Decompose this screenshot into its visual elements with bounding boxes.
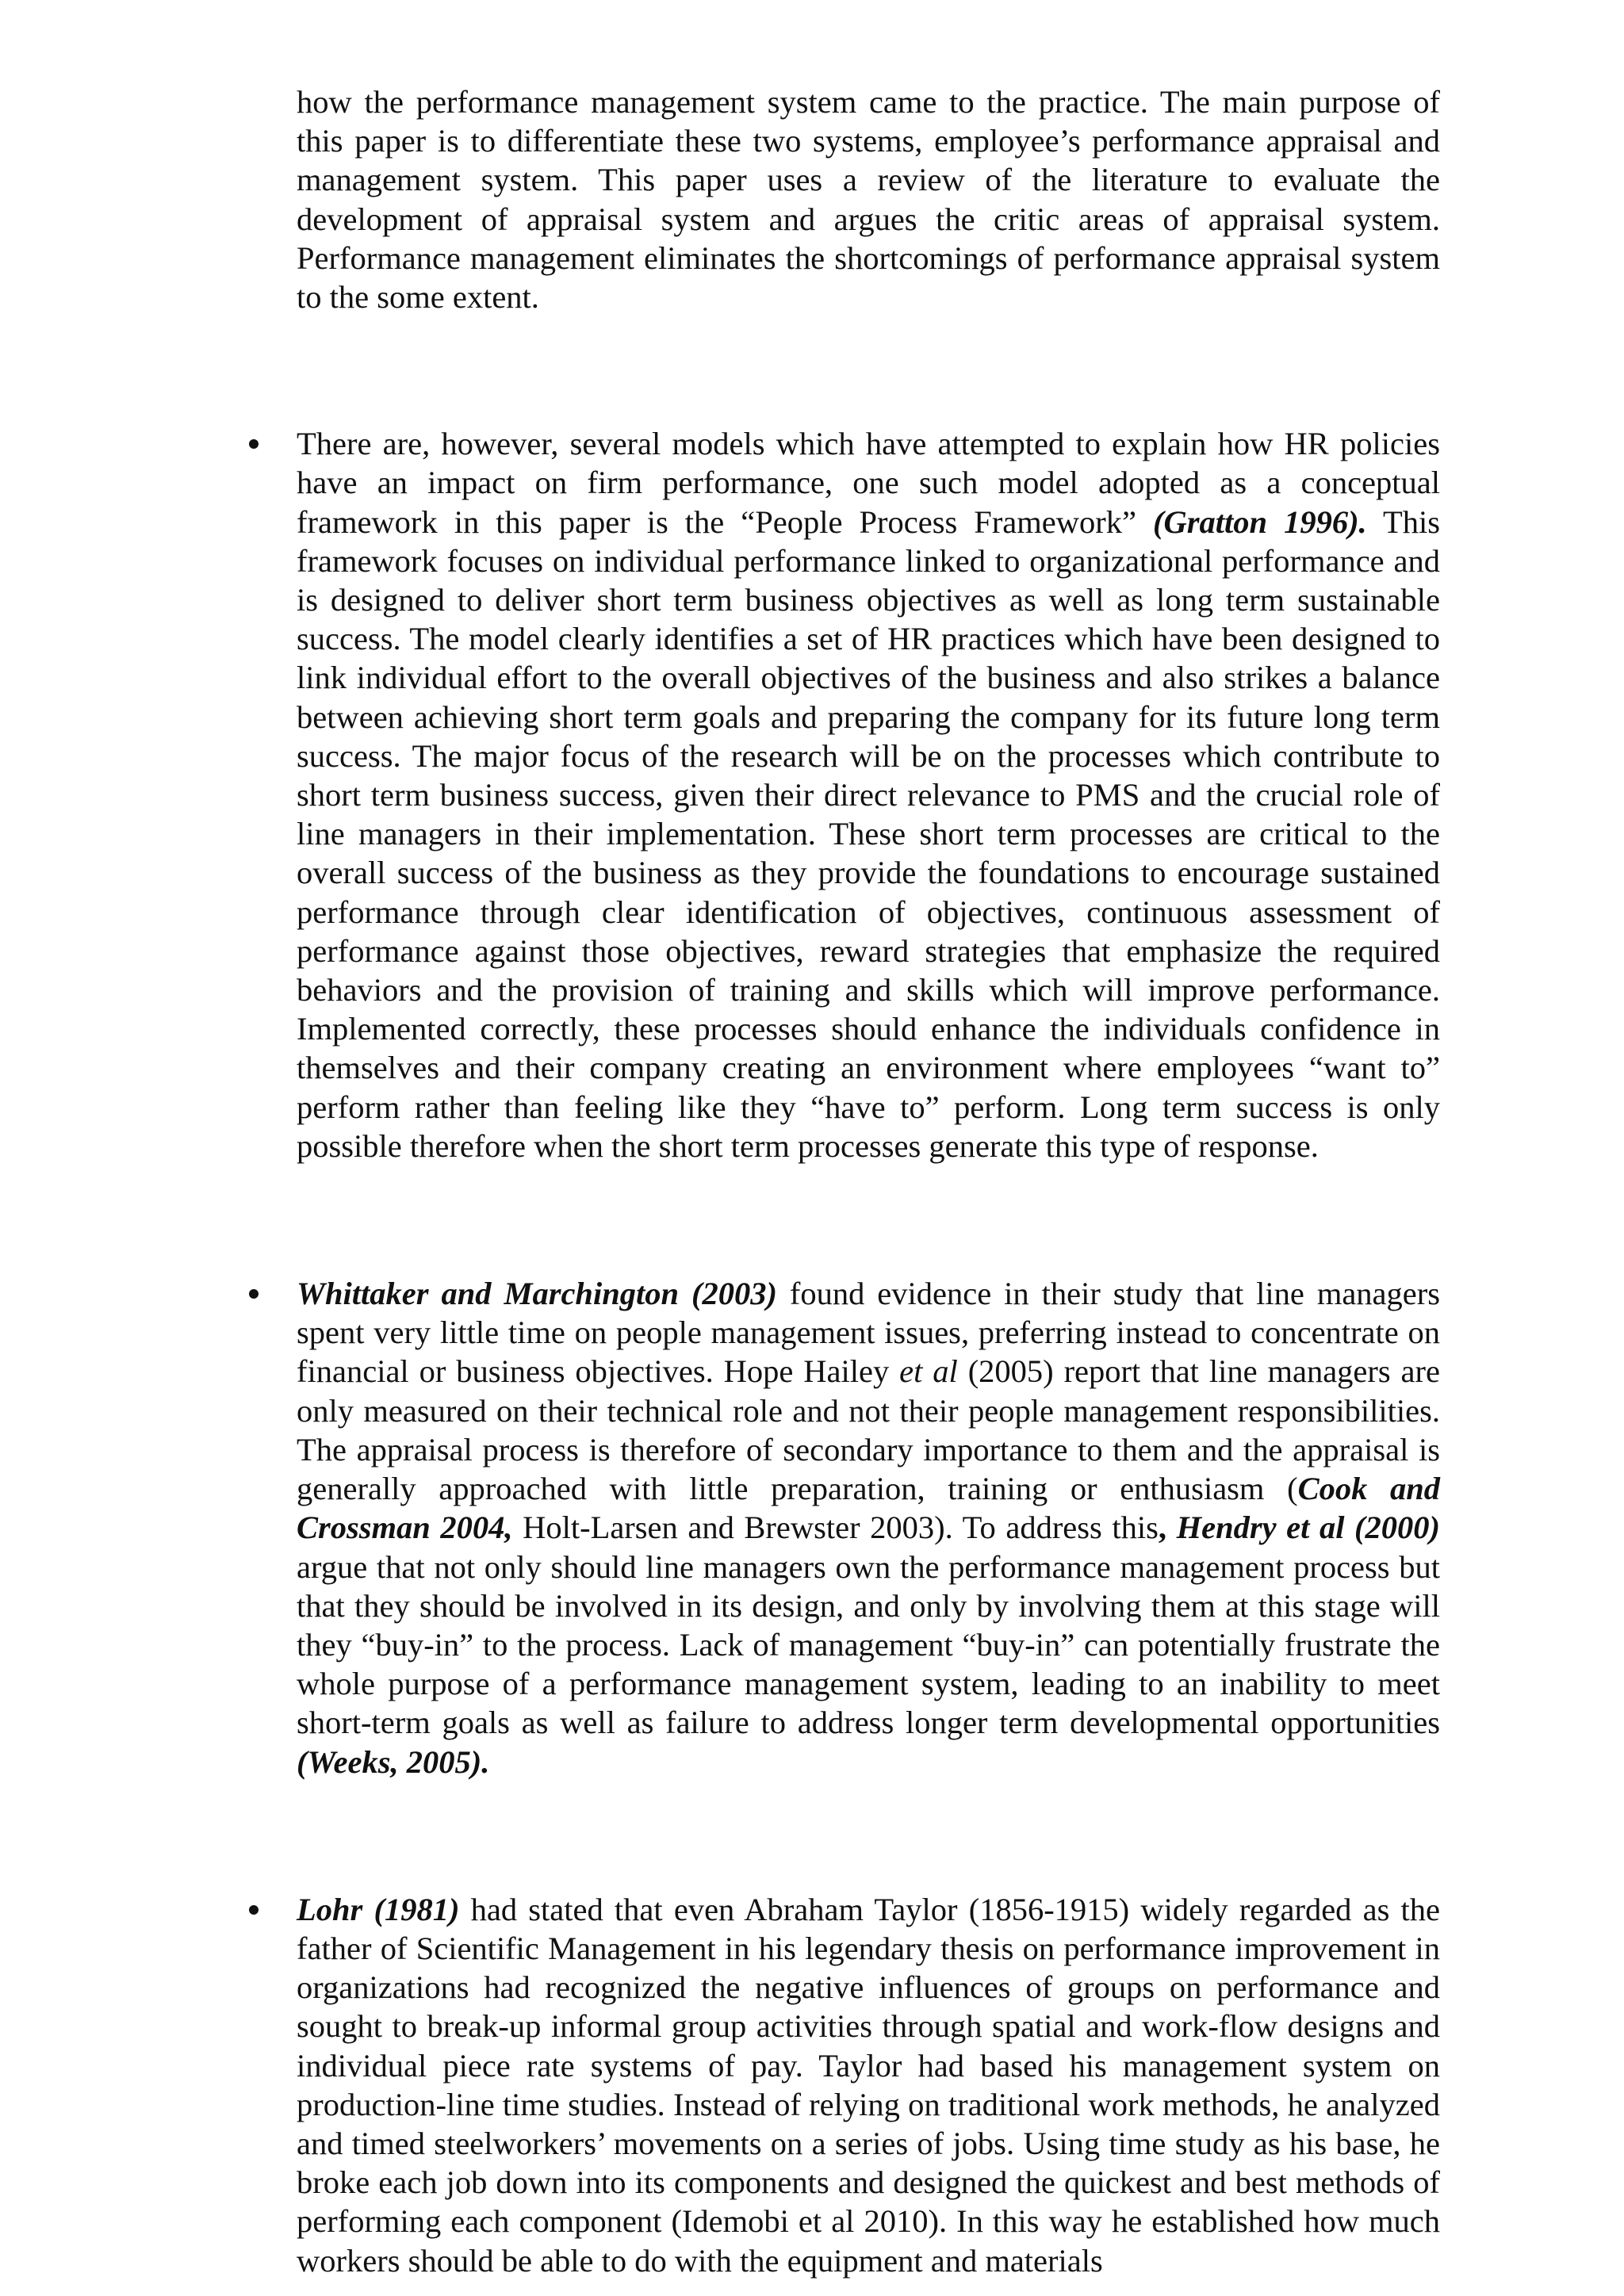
text-run: There are, however, several models which have attempted to explain how HR policies have an impact on firm performance, one such model adopted as a conceptual framework in this paper is the “People Process Framework” [297, 426, 1440, 540]
bullet-dot-icon [249, 1905, 259, 1915]
bullet-dot-icon [249, 439, 259, 449]
bullet-item-lohr [297, 1890, 1440, 2280]
text-run: Holt-Larsen and Brewster 2003). To address this [512, 1510, 1159, 1546]
text-run: argue that not only should line managers own the performance management process but that they should be involved in its design, and only by involving them at this stage will they “buy-in” to the process. Lack of management “buy-in” can potentially frustrate the whole purpose of a performance management system, leading to an inability to meet short-term goals as well as failure to address longer term developmental opportunities [297, 1548, 1440, 1741]
bullet-item-gratton [297, 424, 1440, 1165]
bullet-paragraph [297, 424, 1440, 1165]
bullet-paragraph [297, 1274, 1440, 1781]
text-run: This framework focuses on individual performance linked to organizational performance and is designed to deliver short term business objectives as well as long term sustainable success. The model clearly identifies a set of HR practices which have been designed to link individual effort to the overall objectives of the business and also strikes a balance between achieving short term goals and preparing the company for its future long term success. The major focus of the research will be on the processes which contribute to short term business success, given their direct relevance to PMS and the crucial role of line managers in their implementation. These short term processes are critical to the overall success of the business as they provide the foundations to encourage sustained performance through clear identification of objectives, continuous assessment of performance against those objectives, reward strategies that emphasize the required behaviors and the provision of training and skills which will improve performance. Implemented correctly, these processes should enhance the individuals confidence in themselves and their company creating an environment where employees “want to” perform rather than feeling like they “have to” perform. Long term success is only possible therefore when the short term processes generate this type of response. [297, 503, 1440, 1164]
bullet-paragraph [297, 1890, 1440, 2280]
citation: Lohr (1981) [297, 1891, 460, 1927]
text-run [1166, 1510, 1177, 1545]
citation: Whittaker and Marchington (2003) [297, 1276, 777, 1312]
text-run: (2005) report that line managers are only measured on their technical role and not their people management responsibilities. The appraisal process is therefore of secondary importance to them and the appraisal is generally approached with little preparation, training or enthusiasm ( [297, 1353, 1440, 1507]
citation: (Gratton 1996). [1153, 503, 1367, 540]
italic-term: et al [899, 1353, 958, 1390]
bullet-dot-icon [249, 1289, 259, 1299]
citation: (Weeks, 2005). [297, 1743, 490, 1780]
document-page [297, 82, 1440, 2280]
bold-comma: , [1158, 1510, 1167, 1546]
citation: Hendry et al (2000) [1176, 1510, 1441, 1546]
bullet-item-whittaker [297, 1274, 1440, 1781]
intro-paragraph: how the performance management system came to the practice. The main purpose of this paper is to differentiate these two systems, employee’s performance appraisal and management system. This paper uses a review of the literature to evaluate the development of appraisal system and argues the critic areas of appraisal system. Performance management eliminates the shortcomings of performance appraisal system to the some extent. [297, 84, 1440, 316]
citation: Cook and Crossman 2004, [297, 1471, 1440, 1546]
text-run: found evidence in their study that line managers spent very little time on people management issues, preferring instead to concentrate on financial or business objectives. Hope Hailey [297, 1276, 1440, 1390]
text-run: had stated that even Abraham Taylor (1856-1915) widely regarded as the father of Scientific Management in his legendary thesis on performance improvement in organizations had recognized the negative influences of groups on performance and sought to break-up informal group activities through spatial and work-flow designs and individual piece rate systems of pay. Taylor had based his management system on production-line time studies. Instead of relying on traditional work methods, he analyzed and timed steelworkers’ movements on a series of jobs. Using time study as his base, he broke each job down into its components and designed the quickest and best methods of performing each component (Idemobi et al 2010). In this way he established how much workers should be able to do with the equipment and materials [297, 1891, 1440, 2279]
